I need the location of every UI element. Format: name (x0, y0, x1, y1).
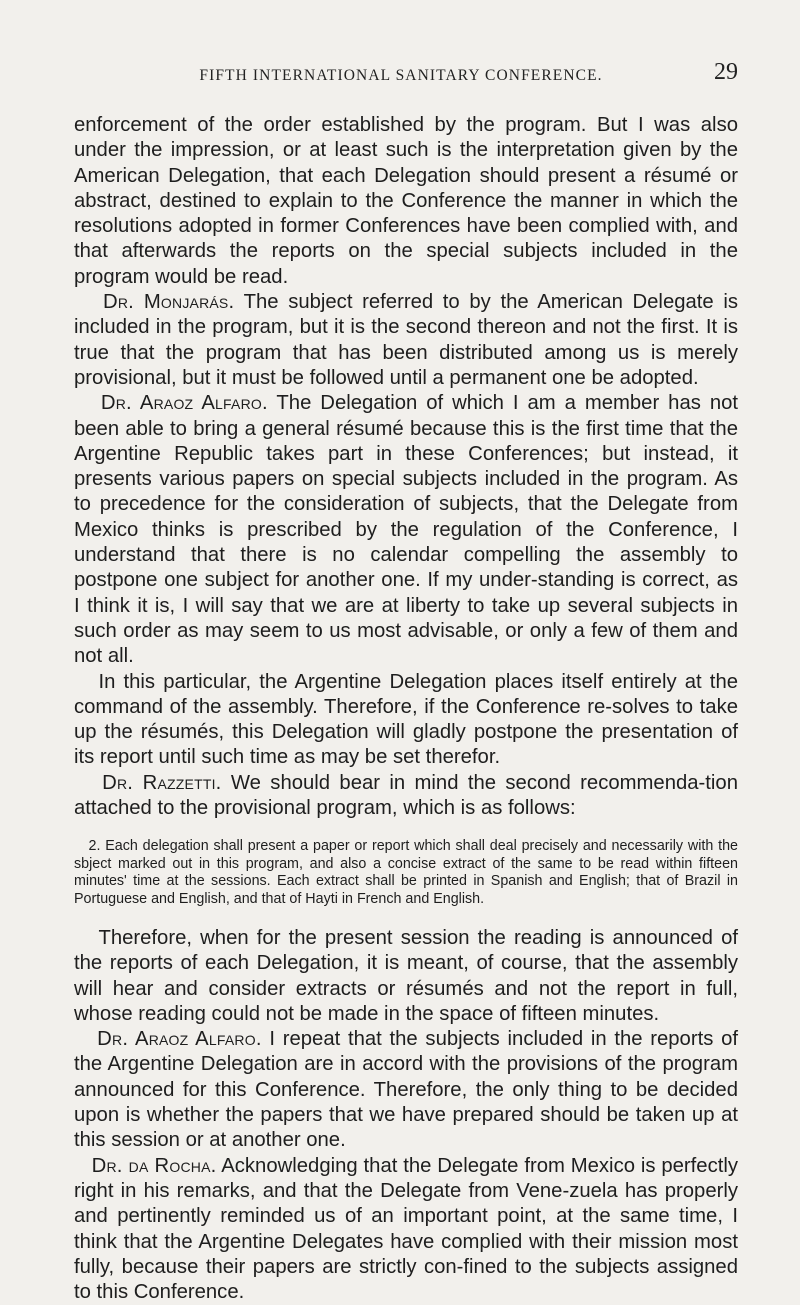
speaker-name: Dr. Razzetti. (102, 771, 222, 794)
paragraph-continuation (74, 113, 738, 290)
running-title: FIFTH INTERNATIONAL SANITARY CONFERENCE. (199, 67, 603, 84)
quoted-recommendation (74, 838, 738, 908)
paragraph-argentine-delegation (74, 670, 738, 771)
paragraph-text: I repeat that the subjects included in the reports of the Argentine Delegation are in accord with the provisions of the program announced for this Conference. Therefore, the only thing to be decided upon is whether the papers that we have prepared should be taken up at this session or at another one. (74, 1028, 738, 1152)
speaker-name: Dr. Araoz Alfaro. (97, 1028, 262, 1051)
paragraph-therefore (74, 926, 738, 1027)
speaker-name: Dr. da Rocha. (91, 1154, 217, 1177)
paragraph-monjaras (74, 290, 738, 391)
paragraph-da-rocha (74, 1154, 738, 1305)
running-head (64, 59, 738, 93)
quotation-text: 2. Each delegation shall present a paper or report which shall deal precisely and necessarily with the sbject marked out in this program, and also a concise extract of the same to be read within fifteen minutes' time at the sessions. Each extract shall be printed in Spanish and English; that of Brazil in Portuguese and English, and that of Hayti in French and English. (74, 838, 739, 907)
speaker-name: Dr. Araoz Alfaro. (100, 392, 268, 415)
paragraph-text: The Delegation of which I am a member has not been able to bring a general résumé because this is the first time that the Argentine Republic takes part in these Conferences; but instead, it presents various papers on special subjects included in the program. As to precedence for the consideration of subjects, that the Delegate from Mexico thinks is prescribed by the regulation of the Conference, I understand that there is no calendar compelling the assembly to postpone one subject for another one. If my under-standing is correct, as I think it is, I will say that we are at liberty to take up several subjects in such order as may seem to us most advisable, or only a few of them and not all. (74, 392, 739, 668)
page-number: 29 (714, 59, 738, 85)
speaker-name: Dr. Monjarás. (102, 291, 235, 314)
paragraph-araoz-alfaro (74, 391, 738, 669)
body-text (74, 113, 738, 1305)
paragraph-text: Therefore, when for the present session the reading is announced of the reports of each Delegation, it is meant, of course, that the assembly will hear and consider extracts or résumés and not the report in full, whose reading could not be made in the space of fifteen minutes. (74, 926, 738, 1025)
paragraph-text: In this particular, the Argentine Delegation places itself entirely at the command of the assembly. Therefore, if the Conference re-solves to take up the résumés, this Delegation will gladly postpone the presentation of its report until such time as may be set therefor. (74, 670, 739, 769)
paragraph-text: The subject referred to by the American Delegate is included in the program, but it is the second thereon and not the first. It is true that the program that has been distributed among us is merely provisional, but it must be followed until a permanent one be adopted. (74, 291, 739, 389)
paragraph-text: Acknowledging that the Delegate from Mexico is perfectly right in his remarks, and that the Delegate from Vene-zuela has properly and pertinently reminded us of an important point, at the same time, I think that the Argentine Delegates have complied with their mission most fully, because their papers are strictly con-fined to the subjects assigned to this Conference. (74, 1154, 739, 1304)
paragraph-text: enforcement of the order established by the program. But I was also under the impression, or at least such is the interpretation given by the American Delegation, that each Delegation should present a résumé or abstract, destined to explain to the Conference the manner in which the resolutions adopted in former Conferences have been complied with, and that afterwards the reports on the special subjects included in the program would be read. (74, 114, 738, 288)
paragraph-razzetti (74, 771, 738, 822)
paragraph-text: We should bear in mind the second recommenda-tion attached to the provisional program, which is as follows: (74, 771, 738, 820)
paragraph-araoz-alfaro-repeat (74, 1027, 738, 1153)
